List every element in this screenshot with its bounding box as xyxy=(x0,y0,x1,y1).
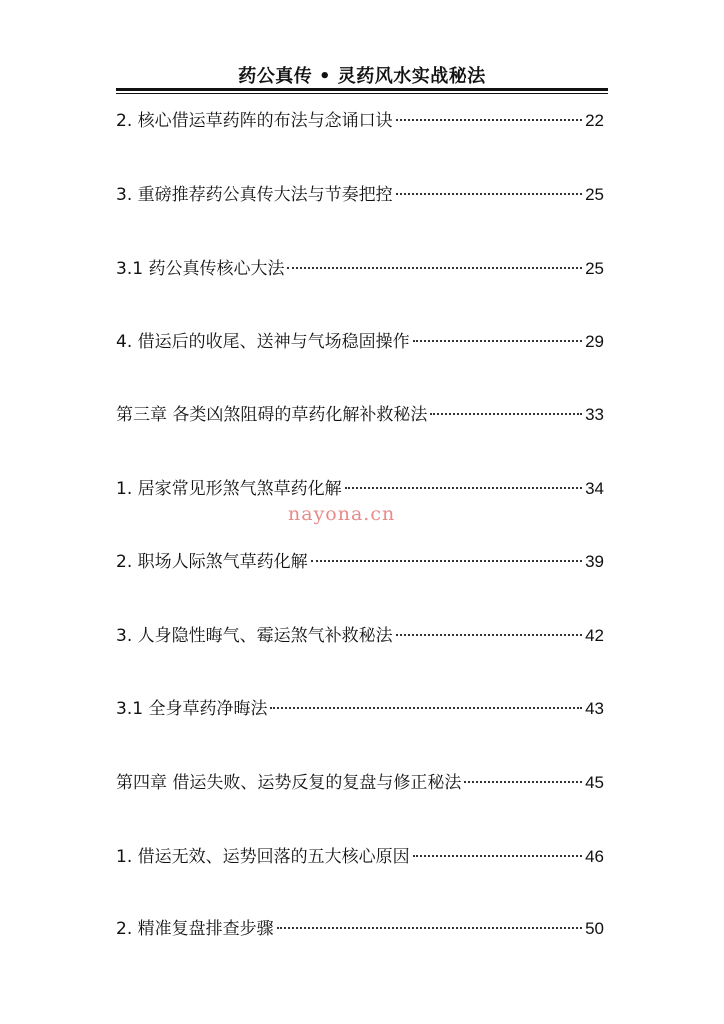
toc-page-number: 50 xyxy=(585,919,604,938)
toc-entry-label: 3.1 药公真传核心大法 xyxy=(116,259,285,279)
toc-entry[interactable] xyxy=(116,474,604,504)
toc-entry[interactable] xyxy=(116,106,604,136)
dot-leader xyxy=(413,340,582,342)
toc-page-number: 29 xyxy=(585,332,604,351)
dot-leader xyxy=(396,634,582,636)
page-header-title: 药公真传 • 灵药风水实战秘法 xyxy=(238,66,486,87)
toc-entry[interactable] xyxy=(116,180,604,210)
toc-entry[interactable] xyxy=(116,547,604,577)
toc-entry-label: 3. 人身隐性晦气、霉运煞气补救秘法 xyxy=(116,626,393,646)
dot-leader xyxy=(464,781,582,783)
toc-page-number: 33 xyxy=(585,405,604,424)
toc-page-number: 42 xyxy=(585,626,604,645)
toc-page-number: 34 xyxy=(585,479,604,498)
toc-page-number: 43 xyxy=(585,699,604,718)
toc-entry-label: 3. 重磅推荐药公真传大法与节奏把控 xyxy=(116,185,393,205)
dot-leader xyxy=(311,560,582,562)
toc-page-number: 25 xyxy=(585,185,604,204)
toc-entry[interactable] xyxy=(116,254,604,284)
dot-leader xyxy=(287,267,582,269)
toc-page-number: 46 xyxy=(585,847,604,866)
toc-chapter-label: 第四章 借运失败、运势反复的复盘与修正秘法 xyxy=(116,773,462,793)
toc-entry-label: 2. 职场人际煞气草药化解 xyxy=(116,552,308,572)
dot-leader xyxy=(277,927,582,929)
toc-entry[interactable] xyxy=(116,768,604,798)
toc-entry-label: 4. 借运后的收尾、送神与气场稳固操作 xyxy=(116,332,410,352)
toc-entry[interactable] xyxy=(116,842,604,872)
toc-entry-label: 2. 核心借运草药阵的布法与念诵口诀 xyxy=(116,111,393,131)
toc-page-number: 45 xyxy=(585,773,604,792)
toc-page-number: 39 xyxy=(585,552,604,571)
toc-page-number: 22 xyxy=(585,111,604,130)
toc-entry-label: 3.1 全身草药净晦法 xyxy=(116,699,268,719)
watermark-text: nayona.cn xyxy=(288,503,396,525)
toc-entry[interactable] xyxy=(116,400,604,430)
toc-entry-label: 1. 居家常见形煞气煞草药化解 xyxy=(116,479,342,499)
dot-leader xyxy=(396,119,582,121)
toc-chapter-label: 第三章 各类凶煞阻碍的草药化解补救秘法 xyxy=(116,405,428,425)
dot-leader xyxy=(413,855,582,857)
header-rule-thin xyxy=(116,93,608,94)
toc-entry[interactable] xyxy=(116,621,604,651)
dot-leader xyxy=(270,707,582,709)
toc-entry-label: 2. 精准复盘排查步骤 xyxy=(116,919,274,939)
dot-leader xyxy=(430,413,582,415)
header-rule xyxy=(116,88,608,91)
toc-entry[interactable] xyxy=(116,327,604,357)
dot-leader xyxy=(345,487,582,489)
toc-entry-label: 1. 借运无效、运势回落的五大核心原因 xyxy=(116,847,410,867)
dot-leader xyxy=(396,193,582,195)
toc-entry[interactable] xyxy=(116,914,604,944)
toc-page-number: 25 xyxy=(585,259,604,278)
toc-entry[interactable] xyxy=(116,694,604,724)
